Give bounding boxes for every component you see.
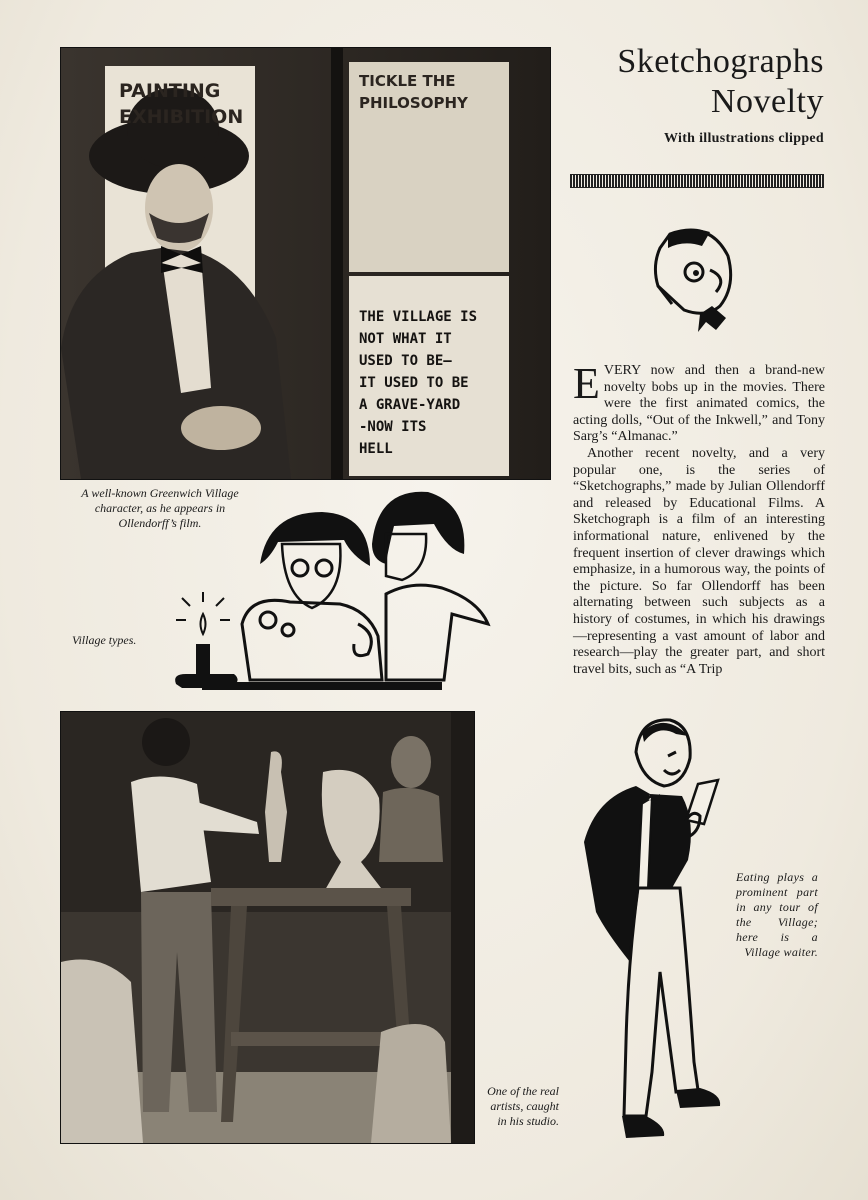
greenwich-village-character-photo — [60, 47, 551, 480]
sign-left-text: PAINTING EXHIBITION — [119, 80, 244, 128]
sign-right-top-text: TICKLE THE PHILOSOPHY — [359, 72, 468, 112]
paragraph-1-text: VERY now and then a brand-new novelty bobs up in the movies. There were the first animated comics, the acting dolls, “Out of the Inkwell,” and Tony Sarg’s “Almanac.” — [573, 363, 825, 445]
waiter-drawing — [576, 712, 726, 1144]
caption-greenwich: A well-known Greenwich Village character, as he appears in Ollendorff’s film. — [81, 486, 239, 530]
decorative-rule — [570, 174, 824, 188]
village-types-drawing — [172, 484, 492, 704]
caption-waiter: Eating plays a prominent part in any tour of the Village; here is a Village waiter. — [736, 870, 818, 959]
caption-village-types: Village types. — [72, 633, 137, 647]
sign-right-bottom-text: THE VILLAGE IS NOT WHAT IT USED TO BE— IT USED TO BE A GRAVE-YARD -NOW ITS HELL — [359, 309, 478, 457]
paragraph-2: Another recent novelty, and a very popular one, is the series of “Sketchographs,” made by Julian Ollendorff and released by Educational Films. A Sketchograph is a film of an interesting informational nature, enlivened by the frequent insertion of clever drawings which emphasize, in a humorous way, the points of the picture. So far Ollendorff has been alternating between such subjects as a history of costumes, in which his drawings—representing a vast amount of labor and research—play the greater part, and short travel bits, such as “A Trip — [573, 445, 825, 677]
paragraph-1 — [573, 359, 825, 446]
article-subtitle: With illustrations clipped — [663, 131, 824, 146]
caption-artists: One of the real artists, caught in his studio. — [487, 1084, 559, 1128]
caricature-head-icon — [650, 226, 746, 338]
title-line-2: Novelty — [710, 83, 824, 120]
drop-cap: E — [573, 359, 600, 408]
title-line-1: Sketchographs — [617, 43, 824, 80]
candle-icon — [175, 592, 237, 688]
article-body — [573, 359, 825, 678]
article-title — [617, 42, 824, 122]
artist-studio-photo — [60, 711, 475, 1144]
